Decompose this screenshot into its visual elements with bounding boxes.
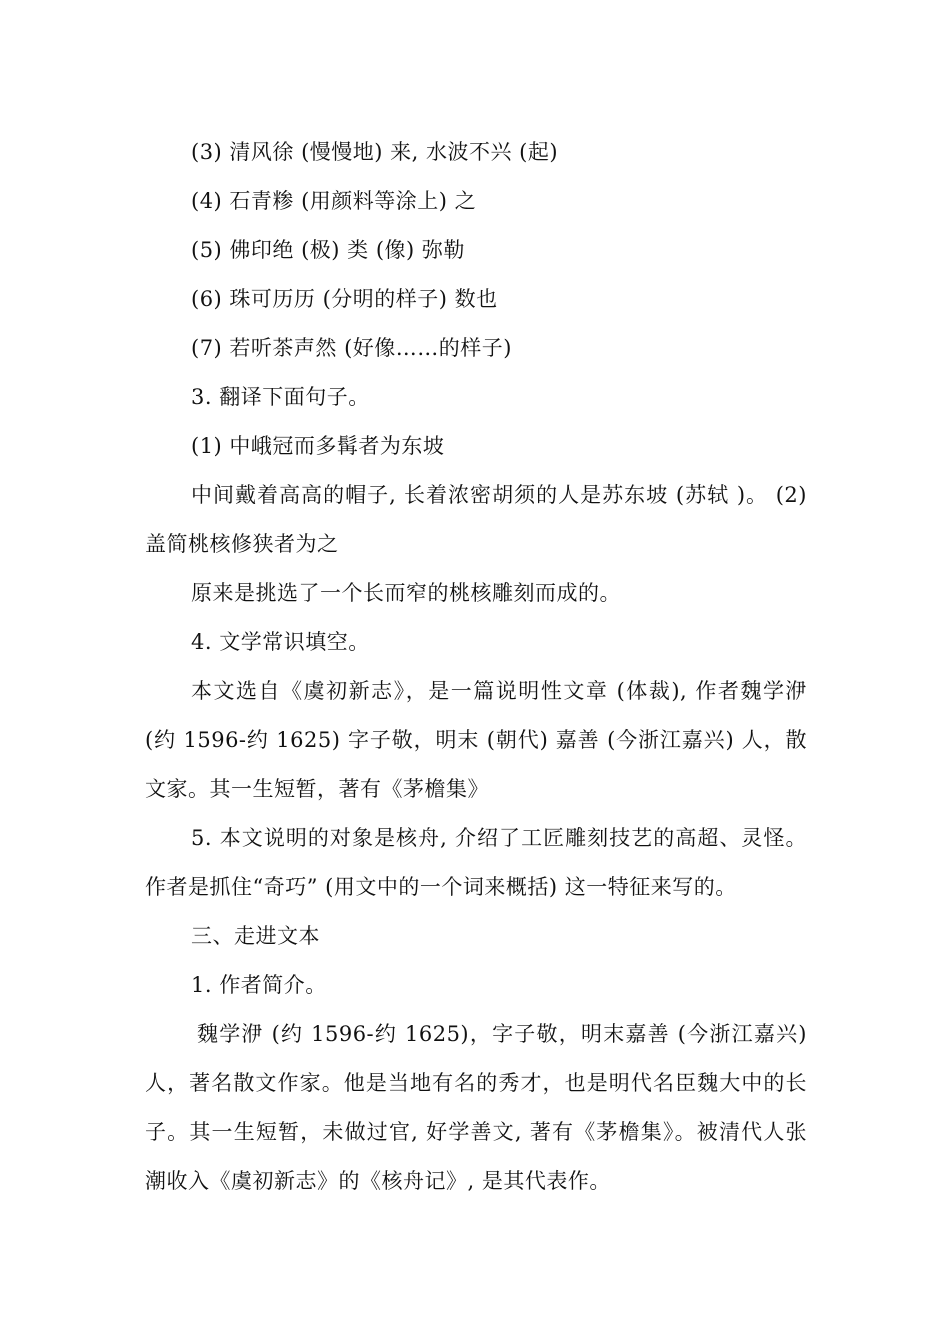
author-intro-heading: 1. 作者简介。 [191, 973, 327, 997]
literature-knowledge-paragraph: 本文选自《虞初新志》，是一篇说明性文章 (体裁), 作者魏学洢 (约 1596-约 1625) 字子敬，明末 (朝代) 嘉善 (今浙江嘉兴) 人，散文家。其一生短暂，著有《茅檐集》 [145, 679, 807, 801]
section-heading: 三、走进文本 [191, 924, 320, 948]
answer-line-7: (7) 若听茶声然 (好像……的样子) [191, 336, 512, 360]
question-5-paragraph: 5. 本文说明的对象是核舟, 介绍了工匠雕刻技艺的高超、灵怪。作者是抓住“奇巧” (用文中的一个词来概括) 这一特征来写的。 [145, 826, 807, 899]
author-intro-paragraph: 魏学洢 (约 1596-约 1625)，字子敬，明末嘉善 (今浙江嘉兴) 人，著名散文作家。他是当地有名的秀才，也是明代名臣魏大中的长子。其一生短暂，未做过官, 好学善文, 著有《茅檐集》。被清代人张潮收入《虞初新志》的《核舟记》, 是其代表作。 [145, 1022, 807, 1193]
answer-line-4: (4) 石青糁 (用颜料等涂上) 之 [191, 189, 477, 213]
answer-line-5: (5) 佛印绝 (极) 类 (像) 弥勒 [191, 238, 465, 262]
translation-paragraph: 中间戴着高高的帽子, 长着浓密胡须的人是苏东坡 (苏轼 )。 (2) 盖简桃核修狭者为之 [145, 483, 807, 556]
translation-answer-2: 原来是挑选了一个长而窄的桃核雕刻而成的。 [191, 581, 621, 605]
answer-line-6: (6) 珠可历历 (分明的样子) 数也 [191, 287, 498, 311]
question-heading-3: 3. 翻译下面句子。 [191, 385, 370, 409]
question-heading-4: 4. 文学常识填空。 [191, 630, 370, 654]
document-page [145, 128, 807, 1206]
translate-sentence-1: (1) 中峨冠而多髯者为东坡 [191, 434, 445, 458]
answer-line-3: (3) 清风徐 (慢慢地) 来, 水波不兴 (起) [191, 140, 559, 164]
